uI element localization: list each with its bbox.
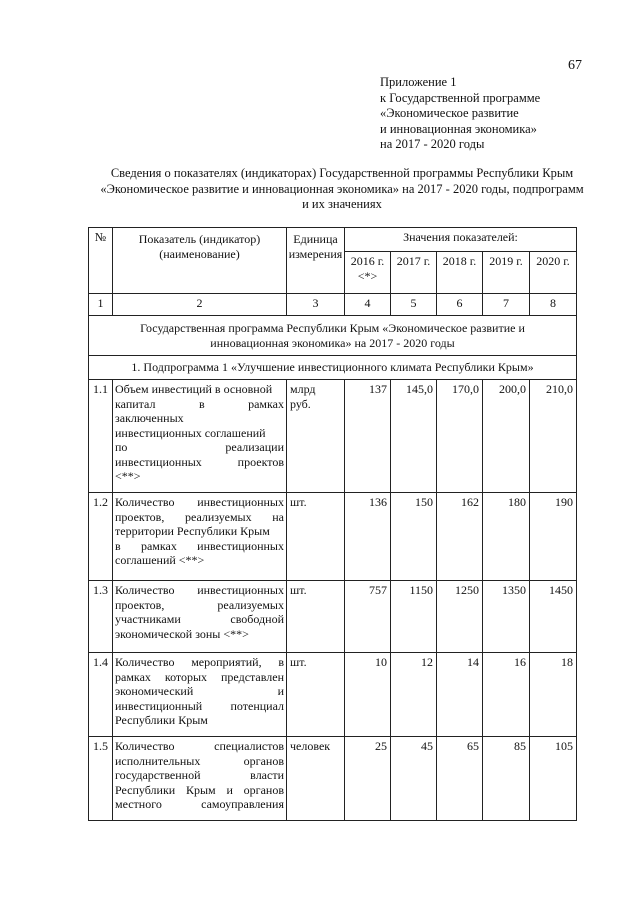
row-indicator-line: участниками свободной bbox=[115, 612, 284, 626]
row-indicator-line: проектов, реализуемых bbox=[115, 597, 284, 612]
row-indicator-line: исполнительных органов bbox=[115, 753, 284, 768]
row-unit-line: шт. bbox=[290, 655, 307, 669]
column-number: 3 bbox=[287, 294, 345, 316]
row-num: 1.3 bbox=[89, 581, 113, 653]
row-indicator-line: проектов, реализуемых на bbox=[115, 509, 284, 524]
row-num: 1.4 bbox=[89, 653, 113, 737]
header-unit-line: Единица bbox=[293, 232, 338, 246]
row-value-2019: 180 bbox=[483, 493, 530, 581]
row-indicator-line: инвестиционных соглашений bbox=[115, 425, 266, 440]
header-year-2019: 2019 г. bbox=[483, 252, 530, 294]
appendix-line: Приложение 1 bbox=[380, 75, 457, 89]
appendix-block bbox=[380, 75, 540, 153]
row-indicator-line: Количество инвестиционных bbox=[115, 583, 284, 597]
row-value-2017: 12 bbox=[391, 653, 437, 737]
row-unit bbox=[287, 380, 345, 493]
row-value-2018: 65 bbox=[437, 737, 483, 821]
column-number: 5 bbox=[391, 294, 437, 316]
row-unit bbox=[287, 493, 345, 581]
program-title-line: Государственная программа Республики Крым «Экономическое развитие и bbox=[140, 321, 525, 335]
row-indicator-line: экономический и bbox=[115, 684, 284, 698]
table-row bbox=[89, 653, 577, 737]
row-indicator-line: <**> bbox=[115, 469, 141, 483]
header-year-note: <*> bbox=[357, 268, 378, 283]
row-value-2016: 10 bbox=[345, 653, 391, 737]
column-number: 4 bbox=[345, 294, 391, 316]
appendix-line: к Государственной программе bbox=[380, 90, 541, 105]
row-value-2019: 16 bbox=[483, 653, 530, 737]
row-unit bbox=[287, 653, 345, 737]
header-year-2018: 2018 г. bbox=[437, 252, 483, 294]
table-row bbox=[89, 380, 577, 493]
header-values-group: Значения показателей: bbox=[345, 228, 577, 252]
row-value-2020: 190 bbox=[530, 493, 577, 581]
row-value-2020: 105 bbox=[530, 737, 577, 821]
row-indicator-line: Количество инвестиционных bbox=[115, 495, 284, 509]
row-unit-line: шт. bbox=[290, 495, 307, 509]
row-value-2017: 145,0 bbox=[391, 380, 437, 493]
appendix-line: «Экономическое развитие bbox=[380, 106, 519, 120]
heading-line: и их значениях bbox=[302, 197, 382, 211]
row-num: 1.5 bbox=[89, 737, 113, 821]
row-value-2020: 210,0 bbox=[530, 380, 577, 493]
row-value-2016: 136 bbox=[345, 493, 391, 581]
document-heading bbox=[72, 166, 612, 213]
header-num: № bbox=[89, 228, 113, 294]
header-indicator-line: (наименование) bbox=[159, 246, 240, 261]
header-year-2016 bbox=[345, 252, 391, 294]
row-indicator-line: капитал в рамках bbox=[115, 396, 284, 411]
header-unit-line: измерения bbox=[288, 246, 343, 261]
column-number: 7 bbox=[483, 294, 530, 316]
row-num: 1.2 bbox=[89, 493, 113, 581]
row-indicator-line: рамках которых представлен bbox=[115, 669, 284, 684]
header-indicator-line: Показатель (индикатор) bbox=[138, 232, 261, 246]
row-indicator bbox=[113, 493, 287, 581]
row-unit-line: шт. bbox=[290, 583, 307, 597]
row-unit-line: человек bbox=[290, 739, 331, 753]
row-value-2018: 170,0 bbox=[437, 380, 483, 493]
subprogram-title: 1. Подпрограмма 1 «Улучшение инвестиционного климата Республики Крым» bbox=[89, 356, 577, 380]
heading-line: «Экономическое развитие и инновационная экономика» на 2017 - 2020 годы, подпрограмм bbox=[100, 181, 584, 196]
row-indicator-line: соглашений <**> bbox=[115, 553, 205, 567]
row-value-2016: 757 bbox=[345, 581, 391, 653]
row-indicator bbox=[113, 581, 287, 653]
row-indicator-line: инвестиционных проектов bbox=[115, 454, 284, 469]
row-indicator-line: заключенных bbox=[115, 411, 184, 425]
header-indicator bbox=[113, 228, 287, 294]
row-value-2018: 14 bbox=[437, 653, 483, 737]
row-indicator-line: в рамках инвестиционных bbox=[115, 538, 284, 553]
row-value-2017: 1150 bbox=[391, 581, 437, 653]
header-year-2020: 2020 г. bbox=[530, 252, 577, 294]
column-number: 6 bbox=[437, 294, 483, 316]
program-title-line: инновационная экономика» на 2017 - 2020 годы bbox=[210, 335, 455, 350]
row-indicator-line: территории Республики Крым bbox=[115, 524, 270, 538]
column-number: 8 bbox=[530, 294, 577, 316]
row-value-2016: 25 bbox=[345, 737, 391, 821]
indicators-table bbox=[88, 227, 577, 821]
row-indicator-line: экономической зоны <**> bbox=[115, 626, 249, 641]
row-indicator-line: Республики Крым bbox=[115, 713, 208, 727]
row-value-2019: 85 bbox=[483, 737, 530, 821]
row-indicator-line: инвестиционный потенциал bbox=[115, 698, 284, 713]
table-row bbox=[89, 581, 577, 653]
row-indicator-line: Количество мероприятий, в bbox=[115, 655, 284, 669]
appendix-line: и инновационная экономика» bbox=[380, 121, 537, 136]
column-number: 1 bbox=[89, 294, 113, 316]
header-unit bbox=[287, 228, 345, 294]
row-unit bbox=[287, 737, 345, 821]
program-title bbox=[89, 316, 577, 356]
row-unit bbox=[287, 581, 345, 653]
row-value-2018: 1250 bbox=[437, 581, 483, 653]
appendix-line: на 2017 - 2020 годы bbox=[380, 137, 485, 151]
row-indicator-line: Объем инвестиций в основной bbox=[115, 382, 273, 396]
row-unit-line: руб. bbox=[290, 396, 311, 411]
row-indicator bbox=[113, 653, 287, 737]
row-value-2020: 18 bbox=[530, 653, 577, 737]
table-row bbox=[89, 737, 577, 821]
row-indicator-line: Количество специалистов bbox=[115, 739, 284, 753]
row-indicator-line: государственной власти bbox=[115, 768, 284, 782]
row-indicator bbox=[113, 737, 287, 821]
row-value-2020: 1450 bbox=[530, 581, 577, 653]
row-indicator-line: по реализации bbox=[115, 440, 284, 454]
row-indicator-line: местного самоуправления bbox=[115, 797, 284, 811]
row-value-2018: 162 bbox=[437, 493, 483, 581]
header-year-label: 2016 г. bbox=[350, 254, 385, 268]
page-number: 67 bbox=[568, 58, 582, 73]
row-unit-line: млрд bbox=[290, 382, 316, 396]
row-indicator bbox=[113, 380, 287, 493]
table-row bbox=[89, 493, 577, 581]
row-value-2017: 45 bbox=[391, 737, 437, 821]
column-number: 2 bbox=[113, 294, 287, 316]
row-value-2017: 150 bbox=[391, 493, 437, 581]
header-year-2017: 2017 г. bbox=[391, 252, 437, 294]
row-indicator-line: Республики Крым и органов bbox=[115, 782, 284, 797]
row-value-2019: 1350 bbox=[483, 581, 530, 653]
heading-line: Сведения о показателях (индикаторах) Государственной программы Республики Крым bbox=[110, 166, 574, 180]
row-num: 1.1 bbox=[89, 380, 113, 493]
row-value-2016: 137 bbox=[345, 380, 391, 493]
row-value-2019: 200,0 bbox=[483, 380, 530, 493]
